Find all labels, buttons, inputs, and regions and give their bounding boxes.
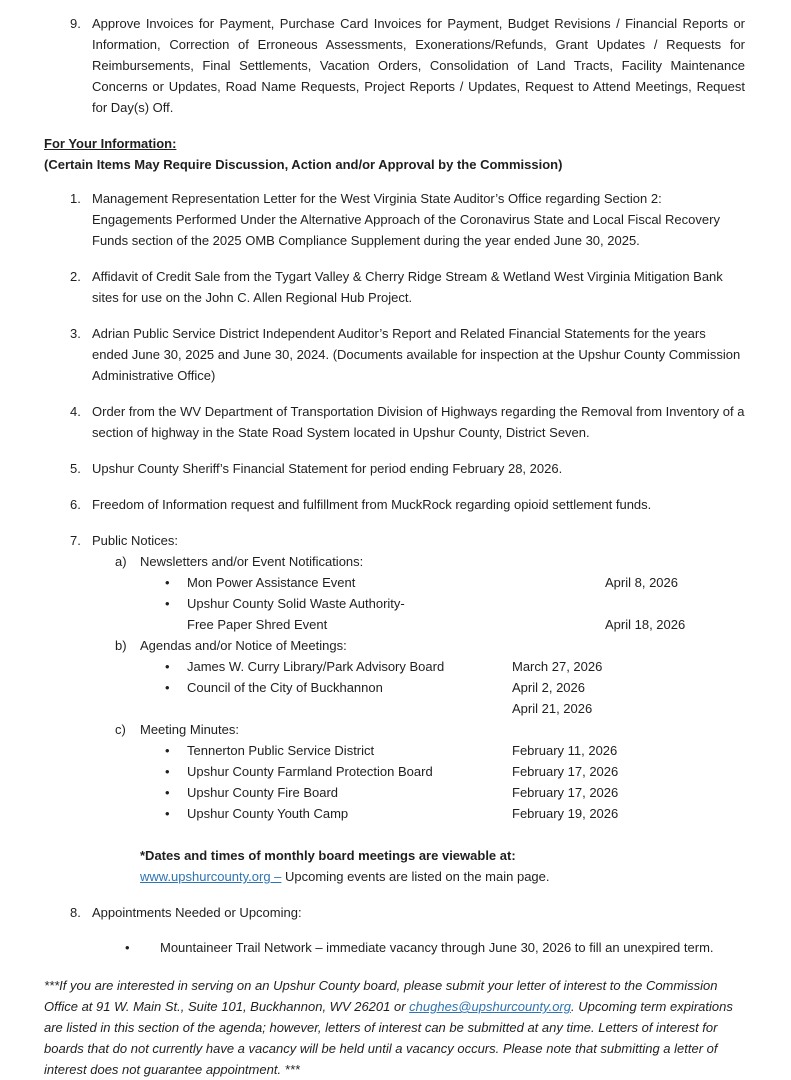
minutes-date: February 17, 2026 — [512, 785, 619, 800]
note-rest: Upcoming events are listed on the main page. — [281, 869, 550, 884]
subsection-letter: c) — [115, 722, 126, 737]
item-text: Adrian Public Service District Independent Auditor’s Report and Related Financial Statements for the years ended June 30, 2025 and June 30, 2024. (Documents available for inspection at the Upshur County Commission Administrative Office) — [92, 326, 741, 383]
item-text: Management Representation Letter for the West Virginia State Auditor’s Office regarding Section 2: Engagements Performed Under the Alternative Approach of the Coronavirus State and Local Fiscal Recovery Funds section of the 2025 OMB Compliance Supplement during the year ended June 30, 2025. — [92, 191, 720, 248]
item-number: 7. — [70, 533, 81, 548]
note-bold-line: *Dates and times of monthly board meetings are viewable at: — [140, 848, 516, 863]
fyi-item-5 — [44, 458, 745, 479]
subsection-title: Meeting Minutes: — [140, 722, 239, 737]
event-label: Upshur County Solid Waste Authority- — [187, 596, 405, 611]
fyi-item-1 — [44, 188, 745, 251]
list-item — [92, 656, 745, 677]
minutes-label: Upshur County Farmland Protection Board — [187, 764, 433, 779]
list-item — [92, 614, 745, 635]
bullet-icon: • — [165, 596, 170, 611]
minutes-date: February 11, 2026 — [512, 743, 618, 758]
board-meetings-note — [140, 845, 745, 887]
minutes-label: Upshur County Fire Board — [187, 785, 339, 800]
item-number: 5. — [70, 461, 81, 476]
item-number: 8. — [70, 905, 81, 920]
list-item — [92, 572, 745, 593]
footer-note — [44, 975, 745, 1080]
footer-text-post: . Upcoming term expirations are listed in this section of the agenda; however, letters of interest can be submitted at any time. Letters of interest for boards that do not currently have a vacancy will be held until a vacancy occurs. Please note that submitting a letter of interest does not guarantee appointment. *** — [44, 999, 733, 1077]
event-date: April 8, 2026 — [605, 575, 678, 590]
upshurcounty-link[interactable]: www.upshurcounty.org – — [140, 869, 282, 884]
item-text: Order from the WV Department of Transportation Division of Highways regarding the Removal from Inventory of a section of highway in the State Road System located in Upshur County, District Seven. — [92, 404, 745, 440]
meeting-date: April 21, 2026 — [512, 701, 593, 716]
list-item — [92, 740, 745, 761]
fyi-item-7-public-notices — [44, 530, 745, 887]
subsection-title: Newsletters and/or Event Notifications: — [140, 554, 364, 569]
meeting-label: James W. Curry Library/Park Advisory Board — [187, 659, 445, 674]
bullet-icon: • — [165, 575, 170, 590]
fyi-subheading: (Certain Items May Require Discussion, Action and/or Approval by the Commission) — [44, 157, 563, 172]
bullet-icon: • — [165, 764, 170, 779]
footer-text-pre: ***If you are interested in serving on an Upshur County board, please submit your letter of interest to the Commission Office at 91 W. Main St., Suite 101, Buckhannon, WV 26201 or — [44, 978, 718, 1014]
list-item — [92, 677, 745, 698]
item-number: 9. — [70, 16, 81, 31]
fyi-heading: For Your Information: — [44, 136, 177, 151]
meeting-date: April 2, 2026 — [512, 680, 585, 695]
fyi-item-2 — [44, 266, 745, 308]
bullet-icon: • — [165, 806, 170, 821]
item-number: 3. — [70, 326, 81, 341]
bullet-icon: • — [125, 940, 130, 955]
appointment-text: Mountaineer Trail Network – immediate vacancy through June 30, 2026 to fill an unexpired term. — [160, 940, 714, 955]
minutes-date: February 17, 2026 — [512, 764, 619, 779]
email-link[interactable]: chughes@upshurcounty.org — [409, 999, 571, 1014]
item-text: Approve Invoices for Payment, Purchase Card Invoices for Payment, Budget Revisions / Financial Reports or Information, Correction of Erroneous Assessments, Exonerations/Refunds, Grant Updates / Requests for Reimbursements, Final Settlements, Vacation Orders, Consolidation of Land Tracts, Facility Maintenance Concerns or Updates, Road Name Requests, Project Reports / Updates, Request to Attend Meetings, Request for Day(s) Off. — [92, 16, 745, 115]
bullet-icon: • — [165, 785, 170, 800]
fyi-item-4 — [44, 401, 745, 443]
item-text: Affidavit of Credit Sale from the Tygart Valley & Cherry Ridge Stream & Wetland West Virginia Mitigation Bank sites for use on the John C. Allen Regional Hub Project. — [92, 269, 723, 305]
list-item — [92, 803, 745, 824]
minutes-date: February 19, 2026 — [512, 806, 619, 821]
fyi-item-8-appointments — [44, 902, 745, 958]
event-label: Free Paper Shred Event — [187, 617, 328, 632]
appointments-label: Appointments Needed or Upcoming: — [92, 905, 302, 920]
bullet-icon: • — [165, 659, 170, 674]
bullet-icon: • — [165, 680, 170, 695]
list-item — [92, 698, 745, 719]
list-item — [92, 761, 745, 782]
note-link-line — [140, 866, 745, 887]
subsection-letter: a) — [115, 554, 127, 569]
event-label: Mon Power Assistance Event — [187, 575, 356, 590]
public-notices-label: Public Notices: — [92, 533, 178, 548]
minutes-label: Upshur County Youth Camp — [187, 806, 349, 821]
bullet-icon: • — [165, 743, 170, 758]
subsection-letter: b) — [115, 638, 127, 653]
item-number: 6. — [70, 497, 81, 512]
fyi-section — [44, 133, 745, 154]
item-text: Freedom of Information request and fulfillment from MuckRock regarding opioid settlement funds. — [92, 497, 652, 512]
subsection-a — [92, 551, 745, 572]
fyi-item-3 — [44, 323, 745, 386]
list-item — [92, 782, 745, 803]
subsection-b — [92, 635, 745, 656]
minutes-label: Tennerton Public Service District — [187, 743, 375, 758]
fyi-item-6 — [44, 494, 745, 515]
meeting-label: Council of the City of Buckhannon — [187, 680, 383, 695]
subsection-title: Agendas and/or Notice of Meetings: — [140, 638, 347, 653]
agenda-item-9 — [44, 13, 745, 118]
item-number: 1. — [70, 191, 81, 206]
list-item — [92, 937, 745, 958]
item-number: 2. — [70, 269, 81, 284]
item-number: 4. — [70, 404, 81, 419]
list-item — [92, 593, 745, 614]
event-date: April 18, 2026 — [605, 617, 686, 632]
meeting-date: March 27, 2026 — [512, 659, 603, 674]
item-text: Upshur County Sheriff’s Financial Statement for period ending February 28, 2026. — [92, 461, 563, 476]
subsection-c — [92, 719, 745, 740]
